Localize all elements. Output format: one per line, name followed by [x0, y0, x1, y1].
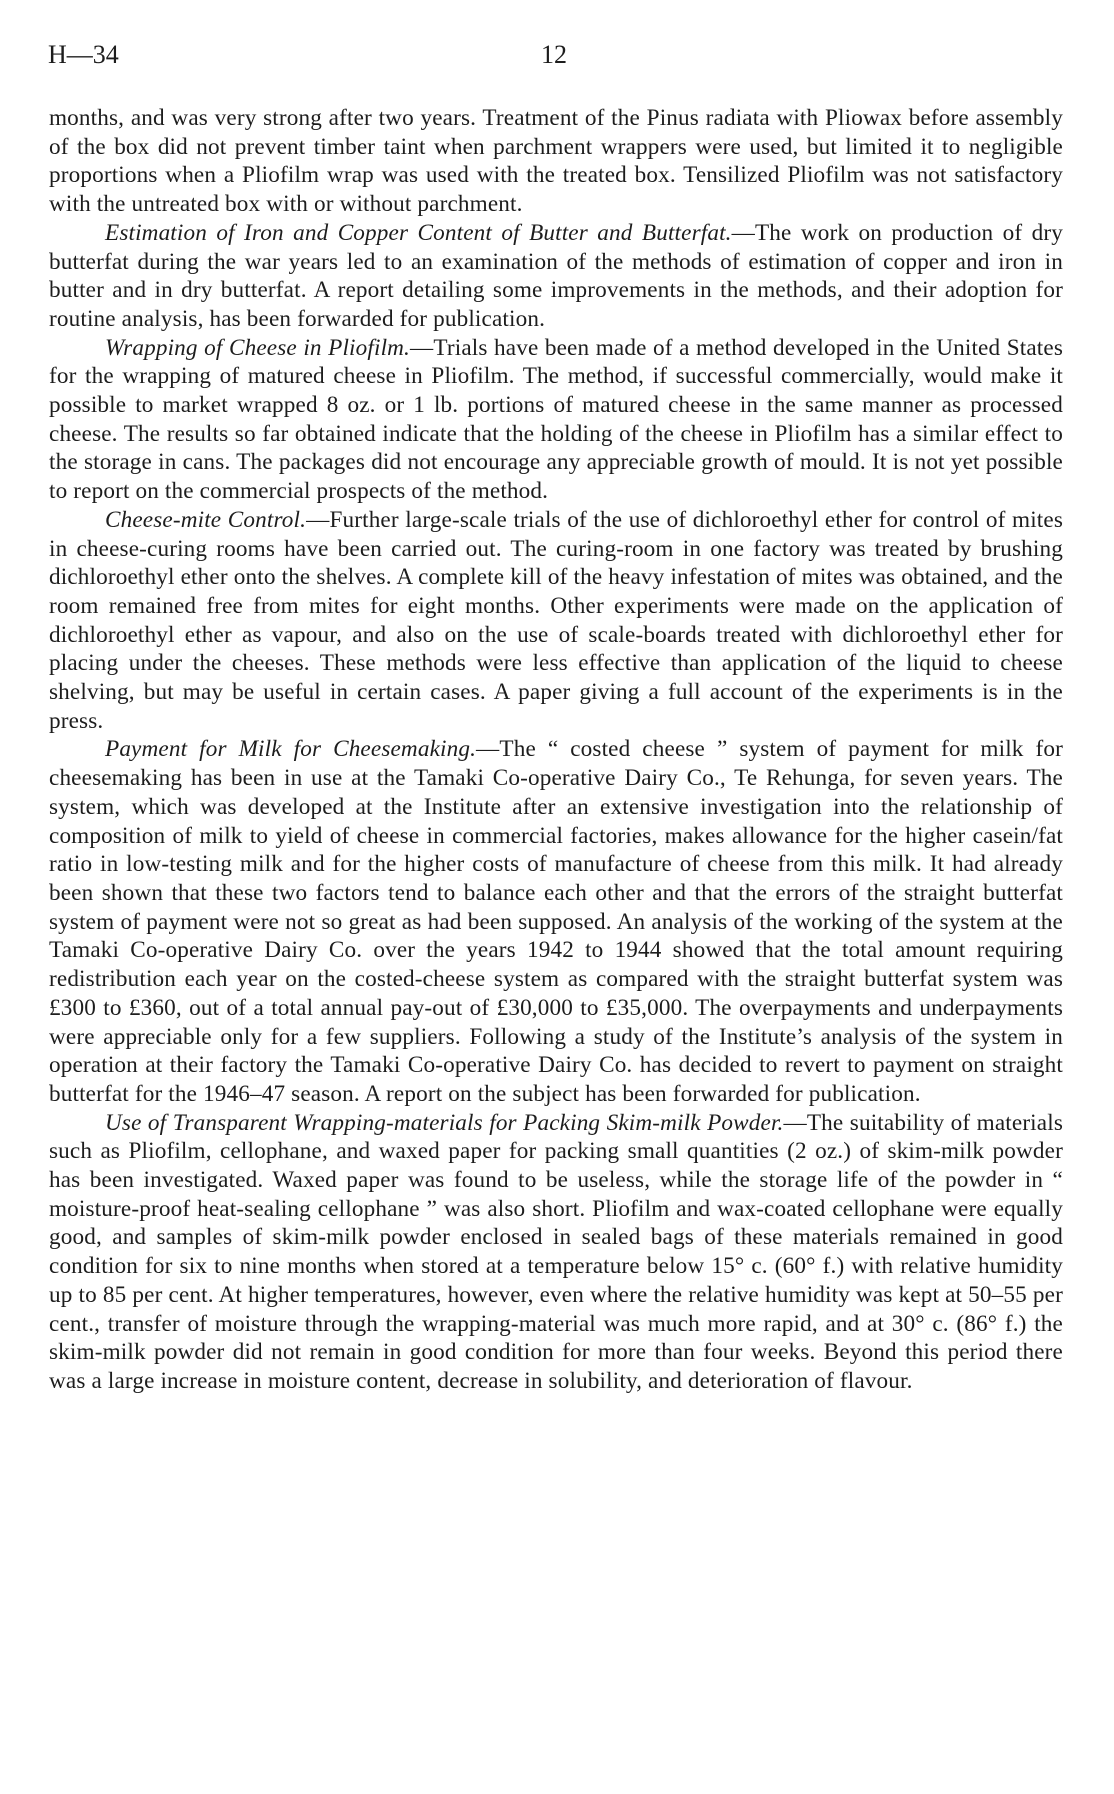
section-heading: Use of Transparent Wrapping-materials for Packing Skim-milk Powder. [105, 1109, 784, 1136]
page-header [48, 40, 1060, 74]
heading-dash: — [783, 1109, 807, 1136]
paragraph-wrapping-cheese [49, 334, 1063, 506]
paragraph-body: months, and was very strong after two years. Treatment of the Pinus radiata with Pliowax before assembly of the box did not prevent timber taint when parchment wrappers were used, but limited it to negligible proportions when a Pliofilm wrap was used with the treated box. Tensilized Pliofilm was not satisfactory with the untreated box with or without parchment. [49, 105, 1063, 218]
section-heading: Estimation of Iron and Copper Content of Butter and Butterfat. [105, 219, 732, 246]
section-heading: Payment for Milk for Cheesemaking. [105, 736, 477, 763]
paragraph-cheese-mite [49, 506, 1063, 736]
body-text [49, 104, 1063, 1396]
heading-dash: — [731, 219, 755, 246]
page-number: 12 [541, 40, 567, 69]
paragraph-body: Trials have been made of a method developed in the United States for the wrapping of matured cheese in Pliofilm. The method, if successful commercially, would make it possible to market wrapped 8 oz. or 1 lb. portions of matured cheese in the same manner as processed cheese. The results so far obtained indicate that the holding of the cheese in Pliofilm has a similar effect to the storage in cans. The packages did not encourage any appreciable growth of mould. It is not yet possible to report on the commercial prospects of the method. [49, 334, 1063, 505]
heading-dash: — [306, 506, 330, 533]
paragraph-body: Further large-scale trials of the use of dichloroethyl ether for control of mites in cheese-curing rooms have been carried out. The curing-room in one factory was treated by brushing dichloroethyl ether onto the shelves. A complete kill of the heavy infestation of mites was obtained, and the room remained free from mites for eight months. Other experiments were made on the application of dichloroethyl ether as vapour, and also on the use of scale-boards treated with dichloroethyl ether for placing under the cheeses. These methods were less effective than application of the liquid to cheese shelving, but may be useful in certain cases. A paper giving a full account of the experiments is in the press. [49, 506, 1063, 734]
paragraph-transparent-wrapping [49, 1109, 1063, 1396]
paragraph-body: The suitability of materials such as Pliofilm, cellophane, and waxed paper for packing small quantities (2 oz.) of skim-milk powder has been investigated. Waxed paper was found to be useless, while the storage life of the powder in “ moisture-proof heat-sealing cellophane ” was also short. Pliofilm and wax-coated cellophane were equally good, and samples of skim-milk powder enclosed in sealed bags of these materials remained in good condition for six to nine months when stored at a temperature below 15° c. (60° f.) with relative humidity up to 85 per cent. At higher temperatures, however, even where the relative humidity was kept at 50–55 per cent., transfer of moisture through the wrapping-material was much more rapid, and at 30° c. (86° f.) the skim-milk powder did not remain in good condition for more than four weeks. Beyond this period there was a large increase in moisture content, decrease in solubility, and deterioration of flavour. [49, 1109, 1063, 1394]
section-heading: Wrapping of Cheese in Pliofilm. [105, 334, 411, 361]
section-heading: Cheese-mite Control. [105, 506, 307, 533]
document-id: H—34 [48, 40, 119, 69]
paragraph-body: The work on production of dry butterfat during the war years led to an examination of the methods of estimation of copper and iron in butter and in dry butterfat. A report detailing some improvements in the methods, and their adoption for routine analysis, has been forwarded for publication. [49, 219, 1063, 332]
paragraph-payment-milk [49, 735, 1063, 1108]
heading-dash: — [476, 736, 500, 763]
paragraph-body: The “ costed cheese ” system of payment for milk for cheesemaking has been in use at the Tamaki Co-operative Dairy Co., Te Rehunga, for seven years. The system, which was developed at the Institute after an extensive investigation into the relationship of composition of milk to yield of cheese in commercial factories, makes allowance for the higher casein/fat ratio in low-testing milk and for the higher costs of manufacture of cheese from this milk. It had already been shown that these two factors tend to balance each other and that the errors of the straight butterfat system of payment were not so great as had been supposed. An analysis of the working of the system at the Tamaki Co-operative Dairy Co. over the years 1942 to 1944 showed that the total amount requiring redistribution each year on the costed-cheese system as compared with the straight butterfat system was £300 to £360, out of a total annual pay-out of £30,000 to £35,000. The overpayments and underpayments were appreciable only for a few suppliers. Following a study of the Institute’s analysis of the system in operation at their factory the Tamaki Co-operative Dairy Co. has decided to revert to payment on straight butterfat for the 1946–47 season. A report on the subject has been forwarded for publication. [49, 736, 1063, 1107]
heading-dash: — [410, 334, 434, 361]
paragraph-iron-copper [49, 219, 1063, 334]
paragraph-continuation [49, 104, 1063, 219]
